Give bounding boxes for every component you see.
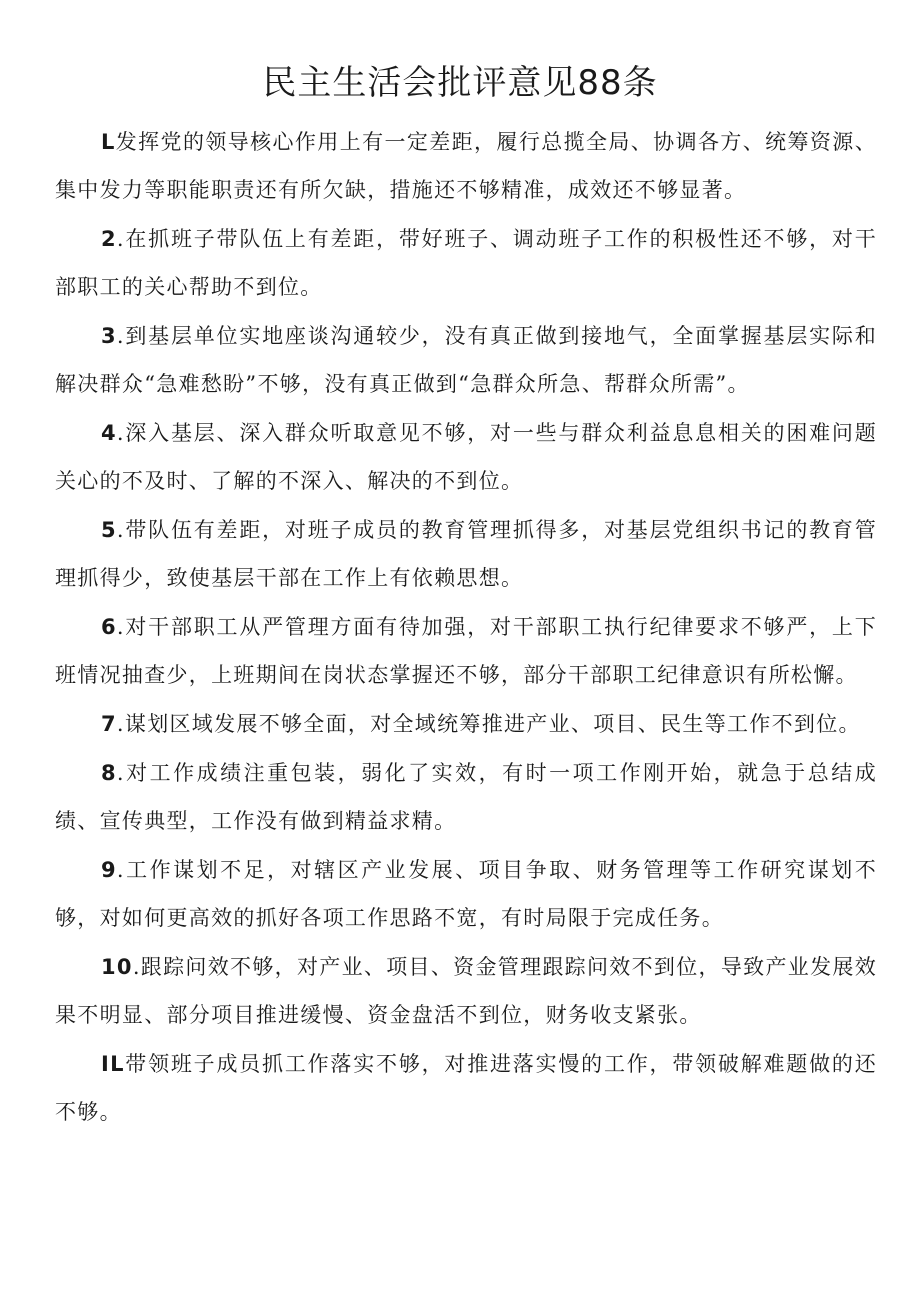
- list-item: [55, 506, 877, 602]
- item-number: 5: [101, 518, 117, 542]
- list-item: [55, 700, 877, 748]
- item-number: L: [101, 130, 116, 154]
- list-item: [55, 312, 877, 408]
- item-number: 8: [101, 761, 117, 785]
- list-item: [55, 409, 877, 505]
- item-number: 2: [101, 227, 117, 251]
- item-number: 4: [101, 421, 117, 445]
- list-item: [55, 1040, 877, 1136]
- item-number: 6: [101, 615, 117, 639]
- item-number: 9: [101, 858, 117, 882]
- item-text: .谋划区域发展不够全面，对全域统筹推进产业、项目、民生等工作不到位。: [116, 712, 861, 736]
- item-number: IL: [101, 1052, 125, 1076]
- list-item: [55, 749, 877, 845]
- item-text: 带领班子成员抓工作落实不够，对推进落实慢的工作，带领破解难题做的还不够。: [55, 1052, 877, 1124]
- item-text: .工作谋划不足，对辖区产业发展、项目争取、财务管理等工作研究谋划不够，对如何更高效的抓好各项工作思路不宽，有时局限于完成任务。: [55, 858, 877, 930]
- item-text: .对工作成绩注重包装，弱化了实效，有时一项工作刚开始，就急于总结成绩、宣传典型，工作没有做到精益求精。: [55, 761, 877, 833]
- criticism-list: [55, 118, 877, 1137]
- document-title: 民主生活会批评意见88条: [262, 63, 658, 103]
- item-text: .到基层单位实地座谈沟通较少，没有真正做到接地气，全面掌握基层实际和解决群众“急难愁盼”不够，没有真正做到“急群众所急、帮群众所需”。: [55, 324, 877, 396]
- item-number: 3: [101, 324, 117, 348]
- item-number: 10: [101, 955, 133, 979]
- item-number: 7: [101, 712, 117, 736]
- item-text: .跟踪问效不够，对产业、项目、资金管理跟踪问效不到位，导致产业发展效果不明显、部分项目推进缓慢、资金盘活不到位，财务收支紧张。: [55, 955, 877, 1027]
- item-text: .带队伍有差距，对班子成员的教育管理抓得多，对基层党组织书记的教育管理抓得少，致使基层干部在工作上有依赖思想。: [55, 518, 877, 590]
- item-text: 发挥党的领导核心作用上有一定差距，履行总揽全局、协调各方、统筹资源、集中发力等职能职责还有所欠缺，措施还不够精准，成效还不够显著。: [55, 130, 877, 202]
- item-text: .对干部职工从严管理方面有待加强，对干部职工执行纪律要求不够严，上下班情况抽查少，上班期间在岗状态掌握还不够，部分干部职工纪律意识有所松懈。: [55, 615, 877, 687]
- list-item: [55, 215, 877, 311]
- item-text: .深入基层、深入群众听取意见不够，对一些与群众利益息息相关的困难问题关心的不及时、了解的不深入、解决的不到位。: [55, 421, 877, 493]
- list-item: [55, 603, 877, 699]
- list-item: [55, 118, 877, 214]
- list-item: [55, 943, 877, 1039]
- list-item: [55, 846, 877, 942]
- item-text: .在抓班子带队伍上有差距，带好班子、调动班子工作的积极性还不够，对干部职工的关心帮助不到位。: [55, 227, 877, 299]
